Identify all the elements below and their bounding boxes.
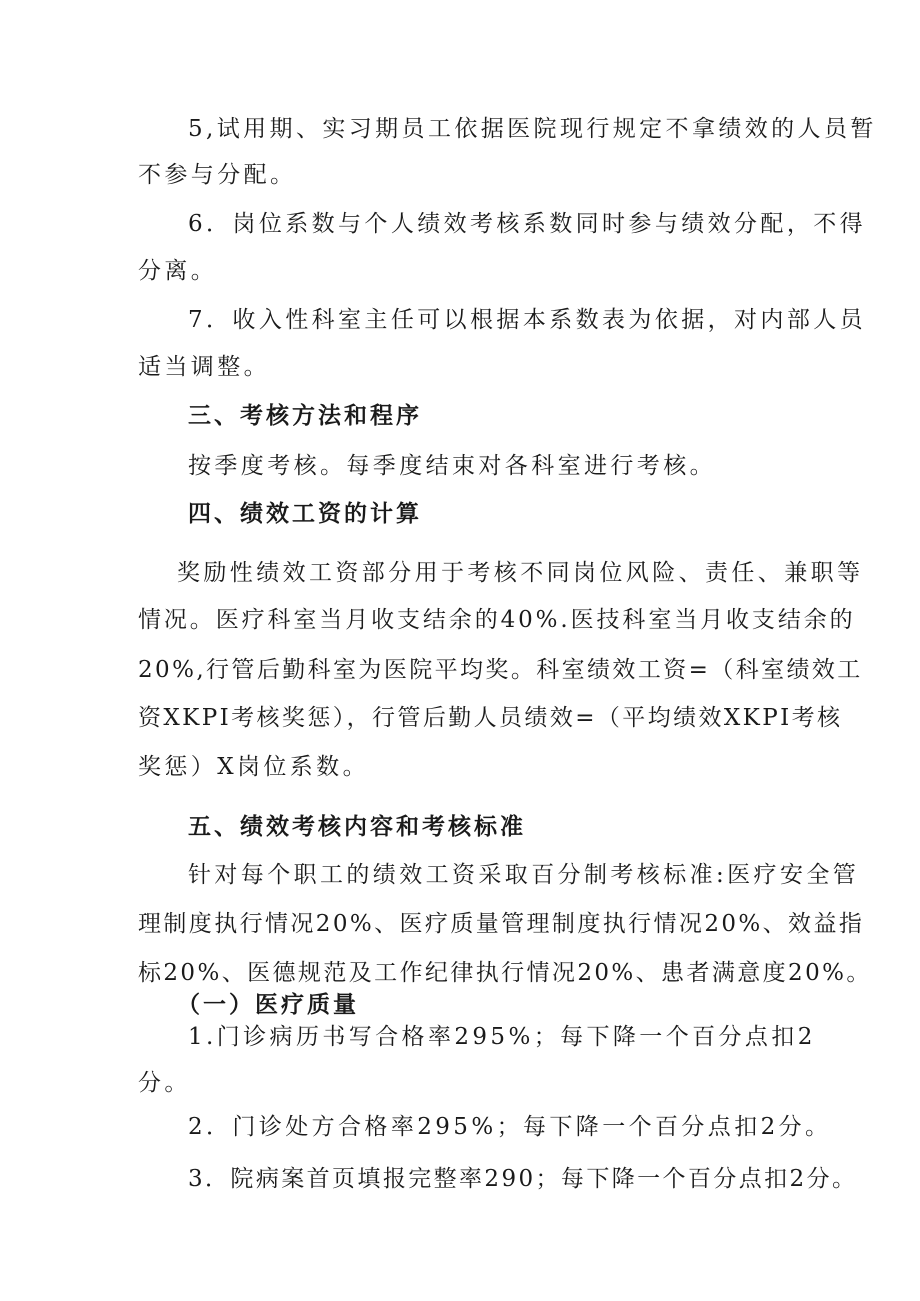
paragraph-line: 20%,行管后勤科室为医院平均奖。科室绩效工资=（科室绩效工: [138, 657, 863, 683]
paragraph-line: 奖惩）X岗位系数。: [138, 754, 369, 780]
paragraph-line: 标20%、医德规范及工作纪律执行情况20%、患者满意度20%。: [138, 960, 872, 986]
paragraph-line: 6．岗位系数与个人绩效考核系数同时参与绩效分配，不得: [188, 211, 867, 237]
subsection-heading: （一）医疗质量: [177, 992, 359, 1018]
section-heading: 三、考核方法和程序: [188, 403, 422, 429]
paragraph-line: 情况。医疗科室当月收支结余的40%.医技科室当月收支结余的: [138, 607, 856, 633]
section-heading: 四、绩效工资的计算: [188, 501, 422, 527]
paragraph-line: 7．收入性科室主任可以根据本系数表为依据，对内部人员: [188, 307, 867, 333]
paragraph-line: 分离。: [138, 258, 218, 284]
paragraph-line: 理制度执行情况20%、医疗质量管理制度执行情况20%、效益指: [138, 911, 865, 937]
paragraph-line: 1.门诊病历书写合格率295%；每下降一个百分点扣2: [188, 1024, 816, 1050]
paragraph-line: 不参与分配。: [138, 162, 297, 188]
paragraph-line: 资XKPI考核奖惩），行管后勤人员绩效=（平均绩效XKPI考核: [138, 705, 843, 731]
paragraph-line: 5,试用期、实习期员工依据医院现行规定不拿绩效的人员暂: [188, 116, 877, 142]
paragraph-line: 3．院病案首页填报完整率290；每下降一个百分点扣2分。: [188, 1166, 858, 1192]
paragraph-line: 分。: [138, 1070, 191, 1096]
paragraph-line: 2．门诊处方合格率295%；每下降一个百分点扣2分。: [188, 1114, 832, 1140]
paragraph-line: 适当调整。: [138, 354, 270, 380]
paragraph-line: 奖励性绩效工资部分用于考核不同岗位风险、责任、兼职等: [177, 560, 864, 586]
section-heading: 五、绩效考核内容和考核标准: [188, 814, 526, 840]
paragraph-line: 针对每个职工的绩效工资采取百分制考核标准:医疗安全管: [188, 862, 860, 888]
paragraph-line: 按季度考核。每季度结束对各科室进行考核。: [188, 453, 716, 479]
